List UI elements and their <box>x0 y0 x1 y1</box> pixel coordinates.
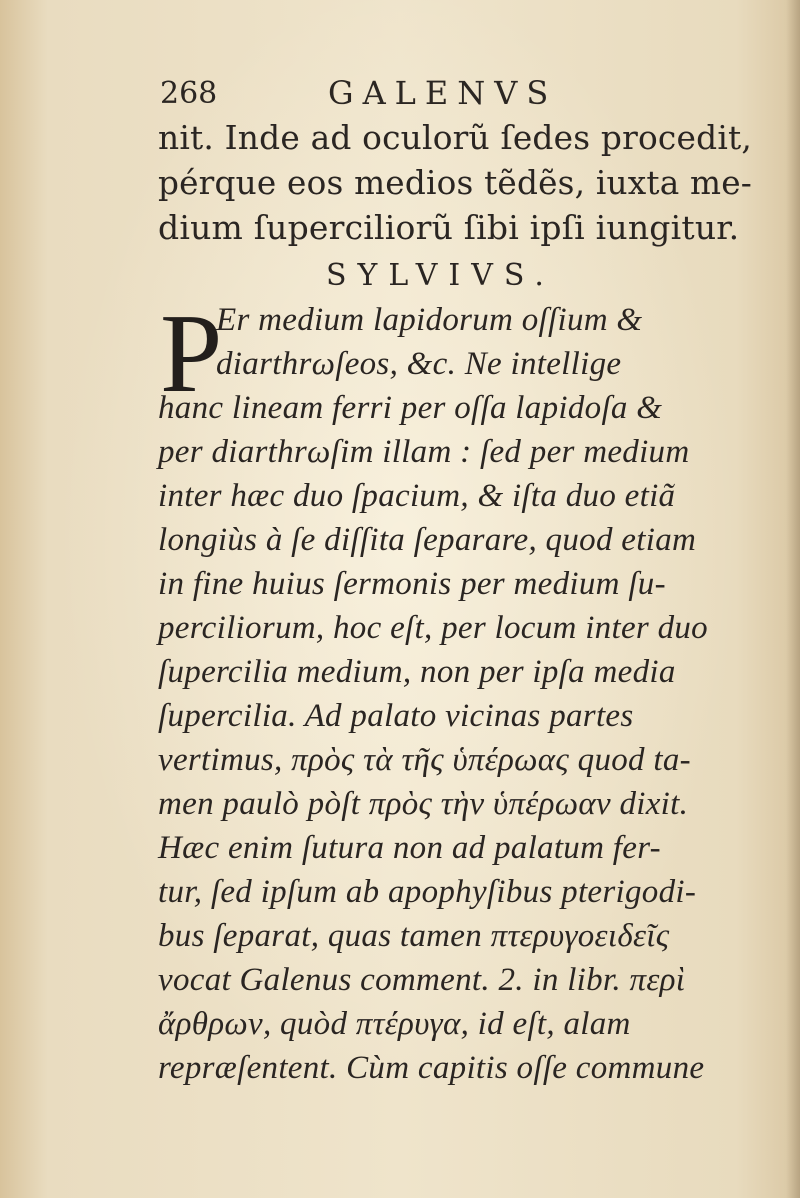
text-line: bus ſeparat, quas tamen πτερυγοειδεῖς <box>158 918 670 954</box>
text-line: Er medium lapidorum oſſium & <box>216 302 643 338</box>
text-line: vocat Galenus comment. 2. in libr. περὶ <box>158 962 686 998</box>
page-header <box>160 72 720 116</box>
text-line: repræſentent. Cùm capitis oſſe commune <box>158 1050 705 1086</box>
text-line: hanc lineam ferri per oſſa lapidoſa & <box>158 390 663 426</box>
drop-cap-initial: P <box>160 292 223 416</box>
text-line: men paulò pòſt πρὸς τὴν ὑπέρωαν dixit. <box>158 786 689 822</box>
text-line: vertimus, πρὸς τὰ τῆς ὑπέρωας quod ta- <box>158 742 691 778</box>
text-line: ſupercilia. Ad palato vicinas partes <box>158 698 634 734</box>
running-head: GALENVS <box>328 74 558 112</box>
text-line: ſupercilia medium, non per ipſa media <box>158 654 676 690</box>
text-line: in fine huius ſermonis per medium ſu- <box>158 566 666 602</box>
page-edge-shadow <box>786 0 800 1198</box>
text-line: perciliorum, hoc eſt, per locum inter duo <box>158 610 708 646</box>
text-line: Hæc enim ſutura non ad palatum fer- <box>158 830 661 866</box>
page-number: 268 <box>160 76 218 111</box>
text-line: pérque eos medios tẽdẽs, iuxta me- <box>158 163 753 202</box>
text-line: dium ſuperciliorũ ſibi ipſi iungitur. <box>158 208 740 247</box>
text-line: tur, ſed ipſum ab apophyſibus pterigodi- <box>158 874 697 910</box>
text-line: nit. Inde ad oculorũ ſedes procedit, <box>158 118 753 157</box>
text-line: per diarthrωſim illam : ſed per medium <box>158 434 690 470</box>
text-line: diarthrωſeos, &c. Ne intellige <box>216 346 622 382</box>
section-heading: SYLVIVS. <box>326 258 555 293</box>
text-line: longiùs à ſe diſſita ſeparare, quod etiam <box>158 522 697 558</box>
text-line: ἄρθρων, quòd πτέρυγα, id eſt, alam <box>158 1006 631 1042</box>
text-line: inter hæc duo ſpacium, & iſta duo etiã <box>158 478 676 514</box>
